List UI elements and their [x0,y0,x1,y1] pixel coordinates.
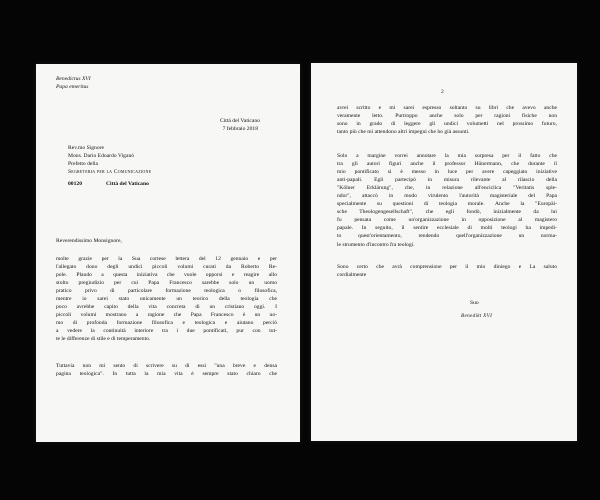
text-line: avrei scritto e mi sarei espresso soltanto su libri che avevo anche [337,105,557,111]
letterhead-title: Papa emeritus [56,84,89,90]
text-line: "Kölner Erklärung", che, in relazione all'enciclica "Veritatis sple- [337,185,557,192]
text-line: l'allegato dono degli undici piccoli volumi curati da Roberto Re- [56,264,277,271]
letter-page-1 [36,64,300,442]
text-line: a vedere la continuità interiore tra i due pontificati, pur con tut- [56,328,277,335]
text-line: poco avrebbe capito della vita concreta di un cristiano oggi. I [56,304,277,311]
page-number: 2 [441,89,444,95]
place: Città del Vaticano [220,118,260,124]
text-line: pratico privo di particolare formazione teologica o filosofica, [56,288,277,295]
text-line: mio pontificato si è messo in luce per avere capeggiato iniziative [337,169,557,176]
text-line: le strumento d'incontro fra teologi. [337,241,415,248]
text-line: Tuttavia non mi sento di scrivere su di essi "una breve e densa [56,363,277,369]
recipient-line-3: Prefetto della [68,161,98,167]
postal-code: 00120 [68,181,82,187]
text-line: Sono certo che avrà comprensione per il mio diniego e La saluto [337,264,557,270]
text-line: mo di profonda formazione filosofica e teologica e aiutano perciò [56,320,277,327]
text-line: specialmente su questioni di teologia morale. Anche la "Europäi- [337,201,557,208]
paragraph-1 [337,104,557,136]
text-line: cordialmente [337,272,367,279]
paragraph-1 [56,255,277,344]
text-line: tanto più che mi attendono altri impegni che ho già assunti. [337,129,470,136]
text-line: te le differenze di stile e di temperamento. [56,336,151,343]
paragraph-2 [337,152,557,249]
text-line: papale. In seguito, il sentire ecclesiale di molti teologi ha impedi- [337,225,557,232]
signature: Benedikt XVI [461,313,493,319]
letter-page-2 [311,63,577,441]
paragraph-3 [337,263,557,279]
paragraph-2 [56,362,277,378]
date: 7 febbraio 2018 [222,126,258,132]
salutation: Reverendissimo Monsignore, [56,238,122,244]
recipient-line-2: Mons. Dario Edoardo Viganò [68,153,135,159]
text-line: sche Theologengesellschaft", che egli fondò, inizialmente da lui [337,209,557,216]
text-line: piccoli volumi mostrano a ragione che Papa Francesco è un uo- [56,312,277,319]
text-line: pole. Plaudo a questa iniziativa che vuole opporsi e reagire allo [56,272,277,279]
text-line: anti-papali. Egli partecipò in misura rilevante al rilascio della [337,177,557,184]
text-line: mentre io sarei stato unicamente un teorico della teologia che [56,296,277,303]
text-line: fu pensata come un'organizzazione in opposizione al magistero [337,217,557,224]
text-line: ndor", attaccò in modo virulento l'autorità magisteriale del Papa [337,193,557,200]
closing: Suo [470,300,479,306]
text-line: sono in grado di leggere gli undici volumetti nel prossimo futuro, [337,121,557,128]
recipient-line-1: Rev.mo Signore [68,145,104,151]
text-line: tra gli autori figuri anche il professor Hünermann, che durante il [337,161,557,168]
text-line: stolto pregiudizio per cui Papa Francesco sarebbe solo un uomo [56,280,277,287]
text-line: veramente letto. Purtroppo anche solo per ragioni fisiche non [337,113,557,120]
recipient-office: Segreteria per la Comunicazione [68,169,152,175]
city: Città del Vaticano [106,181,149,187]
letterhead-name: Benedictus XVI [56,76,91,82]
text-line: Solo a margine vorrei annotare la mia sorpresa per il fatto che [337,153,557,159]
text-line: molte grazie per la Sua cortese lettera del 12 gennaio e per [56,256,277,262]
text-line: to quest'orientamento, rendendo quell'organizzazione un norma- [337,233,557,240]
text-line: pagina teologica". In tutta la mia vita è sempre stato chiaro che [56,371,277,378]
